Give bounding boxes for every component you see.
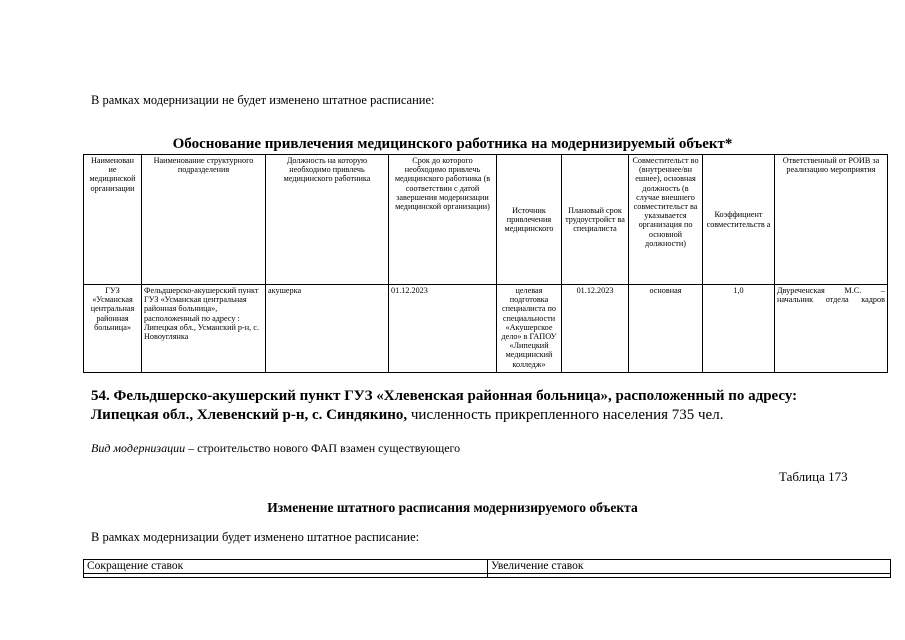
modernization-line [91, 441, 460, 456]
intro-text: В рамках модернизации не будет изменено штатное расписание: [91, 93, 435, 107]
header-deadline: Срок до которого необходимо привлечь медицинского работника (в соответствии с датой завершения модернизации медицинской организации) [389, 155, 497, 285]
cell-planned-date: 01.12.2023 [562, 285, 629, 373]
header-department: Наименование структурного подразделения [142, 155, 266, 285]
changes-empty-row [84, 574, 891, 578]
cell-combination: основная [629, 285, 703, 373]
section-heading-bold: 54. Фельдшерско-акушерский пункт ГУЗ «Хлевенская районная больница», расположенный по адресу: Липецкая обл., Хлевенский р-н, с. Синдякино, [91, 388, 798, 423]
changes-empty-cell [84, 574, 488, 578]
header-position: Должность на которую необходимо привлечь медицинского работника [266, 155, 389, 285]
table-row [84, 285, 888, 373]
table2-title: Изменение штатного расписания модернизируемого объекта [267, 500, 638, 515]
table-header-row [84, 155, 888, 285]
col-increase-header: Увеличение ставок [488, 560, 891, 574]
modernization-text: – строительство нового ФАП взамен существующего [185, 441, 461, 455]
section-heading [91, 387, 851, 425]
section-heading-population: численность прикрепленного населения 735 чел. [407, 406, 724, 423]
table-number: Таблица 173 [779, 469, 848, 484]
cell-responsible: Двуреченская М.С. – начальник отдела кадров [775, 285, 888, 373]
col-reduce-header: Сокращение ставок [84, 560, 488, 574]
staff-changes-table [83, 559, 891, 578]
header-source: Источник привлечения медицинского [497, 155, 562, 285]
cell-department: Фельдшерско-акушерский пункт ГУЗ «Усманская центральная районная больница», расположенный по адресу : Липецкая обл., Усманский р-н, с. Новоуглянка [142, 285, 266, 373]
staff-justification-table [83, 154, 888, 373]
table-title: Обоснование привлечения медицинского работника на модернизируемый объект* [172, 136, 733, 152]
changes-header-row [84, 560, 891, 574]
header-coefficient: Коэффициент совместительств а [703, 155, 775, 285]
cell-deadline: 01.12.2023 [389, 285, 497, 373]
header-organization: Наименован ие медицинской организации [84, 155, 142, 285]
cell-organization: ГУЗ «Усманская центральная районная больница» [84, 285, 142, 373]
cell-coefficient: 1,0 [703, 285, 775, 373]
cell-source: целевая подготовка специалиста по специальности «Акушерское дело» в ГАПОУ «Липецкий медицинский колледж» [497, 285, 562, 373]
modernization-label: Вид модернизации [91, 441, 186, 455]
cell-position: акушерка [266, 285, 389, 373]
header-planned-date: Плановый срок трудоустройст ва специалиста [562, 155, 629, 285]
intro2-text: В рамках модернизации будет изменено штатное расписание: [91, 530, 420, 544]
header-combination: Совместительст во (внутреннее/вн ешнее), основная должность (в случае внешнего совместительст ва указывается организация по основной должности) [629, 155, 703, 285]
header-responsible: Ответственный от РОИВ за реализацию мероприятия [775, 155, 888, 285]
changes-empty-cell [488, 574, 891, 578]
